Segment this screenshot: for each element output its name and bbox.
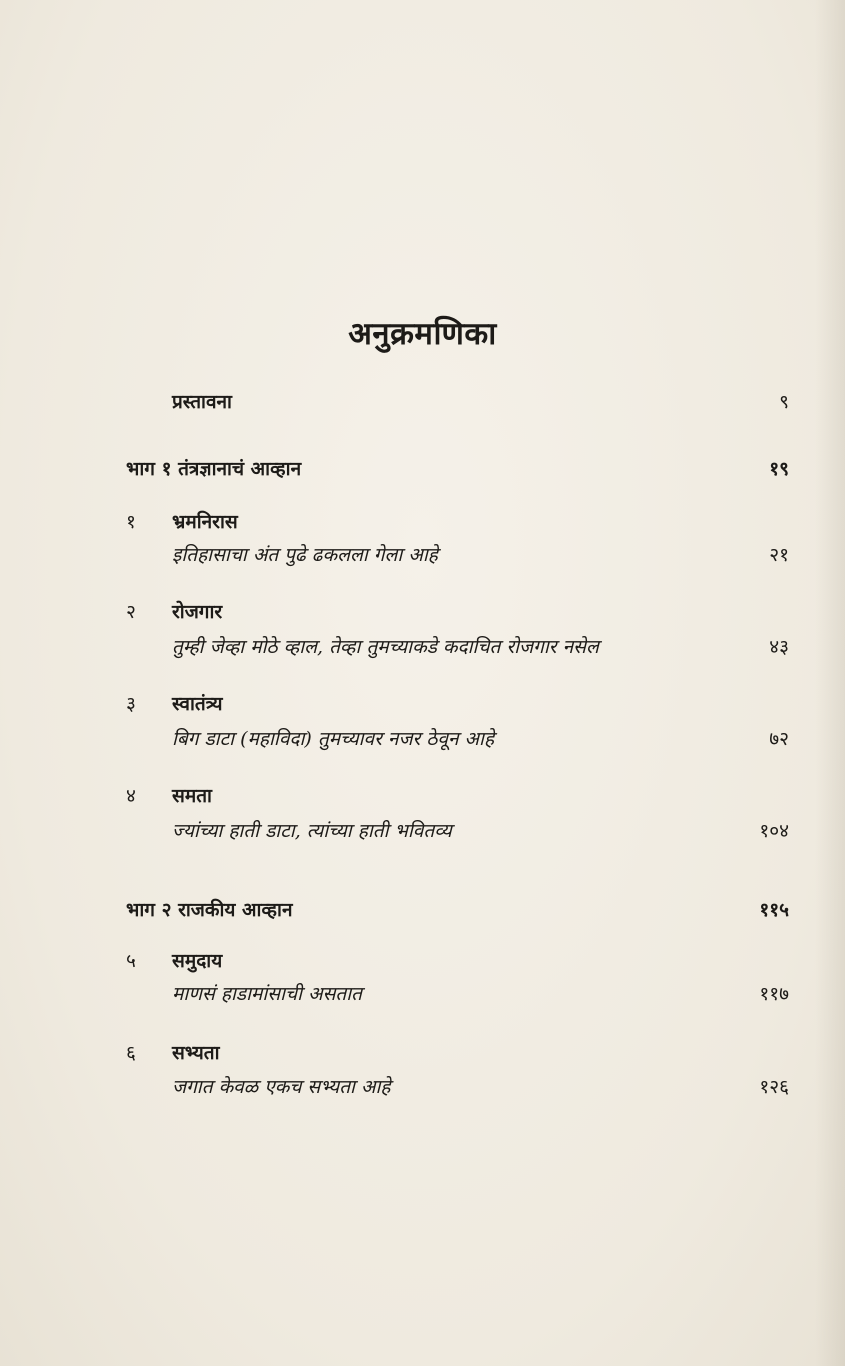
toc-entry-preface: [0, 388, 845, 428]
toc-entry-chapter-3: [0, 690, 845, 730]
toc-entry-chapter-2-subtitle: [0, 633, 845, 673]
chapter-title: समता: [172, 785, 212, 807]
toc-entry-chapter-4-subtitle: [0, 817, 845, 857]
chapter-subtitle: ज्यांच्या हाती डाटा, त्यांच्या हाती भवितव्य: [172, 820, 452, 842]
toc-entry-chapter-3-subtitle: [0, 725, 845, 765]
preface-page: ९: [779, 391, 789, 413]
chapter-number: ५: [126, 950, 136, 972]
chapter-number: २: [126, 601, 136, 623]
chapter-number: ६: [126, 1042, 136, 1064]
chapter-subtitle: माणसं हाडामांसाची असतात: [172, 983, 363, 1005]
chapter-page: १२६: [759, 1076, 789, 1098]
toc-entry-part-1: [0, 455, 845, 495]
toc-entry-chapter-4: [0, 782, 845, 822]
preface-label: प्रस्तावना: [172, 391, 232, 413]
toc-entry-chapter-5-subtitle: [0, 980, 845, 1020]
chapter-subtitle: इतिहासाचा अंत पुढे ढकलला गेला आहे: [172, 544, 438, 566]
page-edge-shadow: [815, 0, 845, 1366]
chapter-number: ३: [126, 693, 136, 715]
chapter-page: १०४: [759, 820, 789, 842]
toc-entry-chapter-1-subtitle: [0, 541, 845, 581]
chapter-number: ४: [126, 785, 136, 807]
chapter-page: ४३: [769, 636, 789, 658]
chapter-subtitle: तुम्ही जेव्हा मोठे व्हाल, तेव्हा तुमच्याकडे कदाचित रोजगार नसेल: [172, 636, 599, 658]
chapter-title: समुदाय: [172, 950, 223, 972]
part-1-label: भाग १ तंत्रज्ञानाचं आव्हान: [126, 458, 302, 480]
chapter-title: स्वातंत्र्य: [172, 693, 223, 715]
toc-entry-chapter-6-subtitle: [0, 1073, 845, 1113]
chapter-page: ११७: [759, 983, 789, 1005]
part-2-page: ११५: [759, 899, 789, 921]
chapter-page: २१: [769, 544, 789, 566]
chapter-page: ७२: [769, 728, 789, 750]
chapter-subtitle: जगात केवळ एकच सभ्यता आहे: [172, 1076, 391, 1098]
chapter-number: १: [126, 511, 136, 533]
chapter-title: रोजगार: [172, 601, 223, 623]
chapter-title: सभ्यता: [172, 1042, 220, 1064]
part-2-label: भाग २ राजकीय आव्हान: [126, 899, 293, 921]
page-title: अनुक्रमणिका: [348, 316, 497, 352]
chapter-subtitle: बिग डाटा (महाविदा) तुमच्यावर नजर ठेवून आहे: [172, 728, 495, 750]
toc-entry-part-2: [0, 896, 845, 936]
part-1-page: १९: [769, 458, 789, 480]
chapter-title: भ्रमनिरास: [172, 511, 238, 533]
toc-entry-chapter-2: [0, 598, 845, 638]
